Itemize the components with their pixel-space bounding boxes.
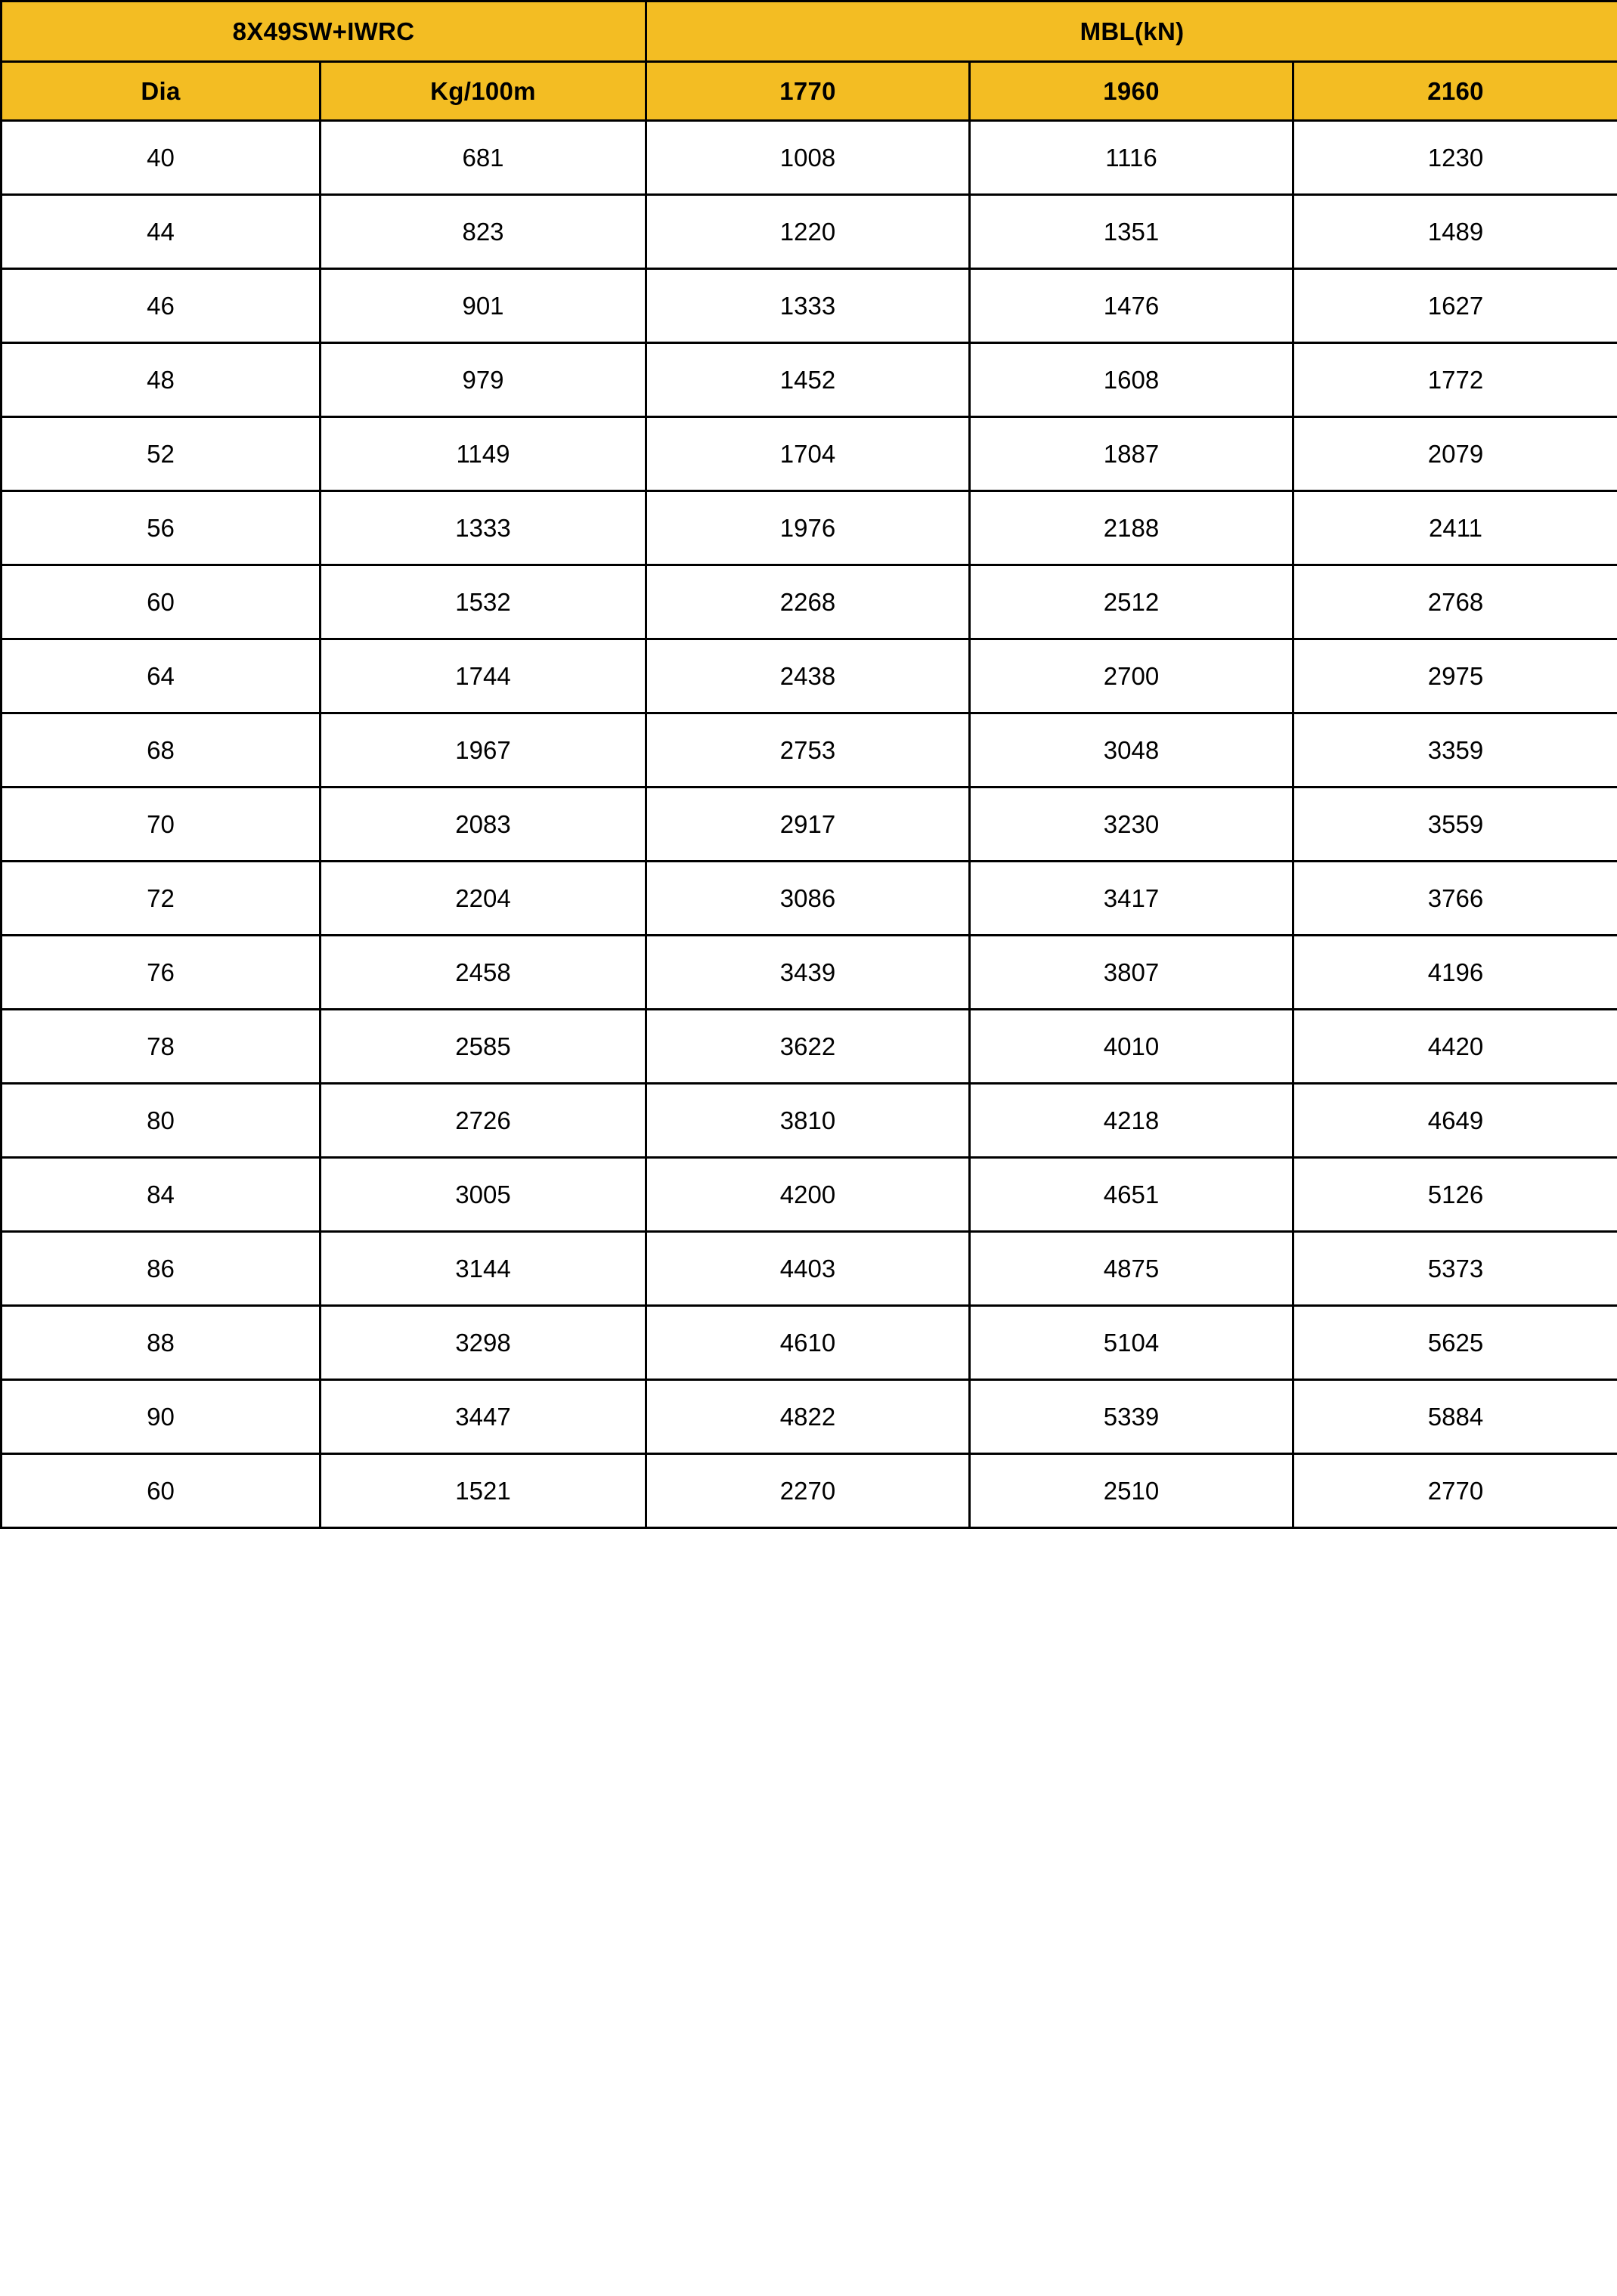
table-row [2, 1454, 1617, 1528]
cell-mbl-2160: 5884 [1293, 1380, 1617, 1454]
cell-weight: 823 [321, 195, 646, 269]
table-header [2, 2, 1617, 121]
cell-mbl-1960: 3807 [970, 936, 1293, 1010]
cell-dia: 60 [2, 1454, 321, 1528]
cell-mbl-2160: 4196 [1293, 936, 1617, 1010]
cell-dia: 40 [2, 121, 321, 195]
cell-mbl-1770: 2753 [646, 713, 970, 788]
table-row [2, 639, 1617, 713]
cell-dia: 72 [2, 862, 321, 936]
cell-mbl-1770: 4403 [646, 1232, 970, 1306]
cell-mbl-1770: 3086 [646, 862, 970, 936]
cell-mbl-1770: 2917 [646, 788, 970, 862]
cell-mbl-2160: 1489 [1293, 195, 1617, 269]
table-row [2, 1232, 1617, 1306]
cell-dia: 88 [2, 1306, 321, 1380]
cell-weight: 3298 [321, 1306, 646, 1380]
cell-mbl-1770: 2438 [646, 639, 970, 713]
table-row [2, 1084, 1617, 1158]
column-header-grade-2160: 2160 [1293, 62, 1617, 121]
table-row [2, 1380, 1617, 1454]
table-row [2, 269, 1617, 343]
cell-mbl-1770: 1008 [646, 121, 970, 195]
cell-mbl-1960: 3417 [970, 862, 1293, 936]
table-row [2, 417, 1617, 491]
cell-weight: 1744 [321, 639, 646, 713]
cell-mbl-2160: 3559 [1293, 788, 1617, 862]
cell-weight: 681 [321, 121, 646, 195]
cell-mbl-2160: 3766 [1293, 862, 1617, 936]
table-header-row-sub [2, 62, 1617, 121]
cell-mbl-1770: 4200 [646, 1158, 970, 1232]
cell-weight: 1333 [321, 491, 646, 565]
table-row [2, 491, 1617, 565]
cell-mbl-2160: 2975 [1293, 639, 1617, 713]
cell-weight: 2083 [321, 788, 646, 862]
cell-mbl-1770: 3810 [646, 1084, 970, 1158]
column-header-dia: Dia [2, 62, 321, 121]
cell-weight: 3447 [321, 1380, 646, 1454]
table-row [2, 1010, 1617, 1084]
cell-mbl-2160: 1627 [1293, 269, 1617, 343]
cell-mbl-2160: 5373 [1293, 1232, 1617, 1306]
cell-mbl-2160: 5625 [1293, 1306, 1617, 1380]
cell-mbl-1960: 1608 [970, 343, 1293, 417]
cell-mbl-2160: 2768 [1293, 565, 1617, 639]
cell-weight: 1967 [321, 713, 646, 788]
table-row [2, 195, 1617, 269]
cell-dia: 78 [2, 1010, 321, 1084]
cell-mbl-2160: 4420 [1293, 1010, 1617, 1084]
cell-dia: 90 [2, 1380, 321, 1454]
cell-mbl-1770: 2270 [646, 1454, 970, 1528]
cell-mbl-1960: 4010 [970, 1010, 1293, 1084]
table-row [2, 936, 1617, 1010]
cell-mbl-2160: 1772 [1293, 343, 1617, 417]
cell-mbl-1770: 1220 [646, 195, 970, 269]
cell-mbl-1770: 4610 [646, 1306, 970, 1380]
cell-dia: 48 [2, 343, 321, 417]
cell-mbl-2160: 5126 [1293, 1158, 1617, 1232]
cell-dia: 56 [2, 491, 321, 565]
cell-weight: 1521 [321, 1454, 646, 1528]
cell-mbl-1770: 1452 [646, 343, 970, 417]
cell-mbl-2160: 2770 [1293, 1454, 1617, 1528]
cell-mbl-1960: 4218 [970, 1084, 1293, 1158]
cell-mbl-1770: 4822 [646, 1380, 970, 1454]
cell-dia: 84 [2, 1158, 321, 1232]
cell-dia: 80 [2, 1084, 321, 1158]
cell-mbl-1960: 2700 [970, 639, 1293, 713]
table-body [2, 121, 1617, 1528]
cell-weight: 1532 [321, 565, 646, 639]
table-row [2, 862, 1617, 936]
column-header-weight: Kg/100m [321, 62, 646, 121]
table-row [2, 1158, 1617, 1232]
table-row [2, 121, 1617, 195]
cell-dia: 60 [2, 565, 321, 639]
cell-mbl-1960: 1351 [970, 195, 1293, 269]
cell-weight: 3144 [321, 1232, 646, 1306]
cell-mbl-2160: 3359 [1293, 713, 1617, 788]
cell-mbl-2160: 1230 [1293, 121, 1617, 195]
cell-dia: 70 [2, 788, 321, 862]
cell-weight: 979 [321, 343, 646, 417]
cell-mbl-1960: 3230 [970, 788, 1293, 862]
cell-dia: 44 [2, 195, 321, 269]
cell-mbl-2160: 4649 [1293, 1084, 1617, 1158]
column-header-grade-1960: 1960 [970, 62, 1293, 121]
cell-weight: 901 [321, 269, 646, 343]
table-row [2, 1306, 1617, 1380]
cell-mbl-1960: 5339 [970, 1380, 1293, 1454]
column-header-grade-1770: 1770 [646, 62, 970, 121]
cell-weight: 2726 [321, 1084, 646, 1158]
cell-mbl-1960: 1116 [970, 121, 1293, 195]
cell-mbl-2160: 2079 [1293, 417, 1617, 491]
cell-mbl-1960: 1476 [970, 269, 1293, 343]
table-header-row-top [2, 2, 1617, 62]
cell-mbl-1960: 2510 [970, 1454, 1293, 1528]
cell-mbl-1960: 3048 [970, 713, 1293, 788]
cell-weight: 1149 [321, 417, 646, 491]
cell-mbl-1770: 1976 [646, 491, 970, 565]
table-row [2, 713, 1617, 788]
cell-dia: 68 [2, 713, 321, 788]
cell-weight: 2204 [321, 862, 646, 936]
cell-mbl-1960: 2188 [970, 491, 1293, 565]
cell-mbl-1960: 5104 [970, 1306, 1293, 1380]
table-row [2, 565, 1617, 639]
cell-dia: 76 [2, 936, 321, 1010]
cell-mbl-1770: 1704 [646, 417, 970, 491]
header-mbl: MBL(kN) [646, 2, 1617, 62]
cell-dia: 86 [2, 1232, 321, 1306]
cell-mbl-2160: 2411 [1293, 491, 1617, 565]
cell-mbl-1770: 3622 [646, 1010, 970, 1084]
cell-mbl-1960: 2512 [970, 565, 1293, 639]
cell-dia: 46 [2, 269, 321, 343]
table-row [2, 343, 1617, 417]
cell-weight: 2458 [321, 936, 646, 1010]
cell-mbl-1960: 1887 [970, 417, 1293, 491]
cell-mbl-1770: 1333 [646, 269, 970, 343]
cell-mbl-1960: 4651 [970, 1158, 1293, 1232]
table-row [2, 788, 1617, 862]
cell-mbl-1770: 3439 [646, 936, 970, 1010]
cell-weight: 2585 [321, 1010, 646, 1084]
header-construction: 8X49SW+IWRC [2, 2, 646, 62]
cell-weight: 3005 [321, 1158, 646, 1232]
cell-mbl-1960: 4875 [970, 1232, 1293, 1306]
cell-mbl-1770: 2268 [646, 565, 970, 639]
cell-dia: 64 [2, 639, 321, 713]
cell-dia: 52 [2, 417, 321, 491]
